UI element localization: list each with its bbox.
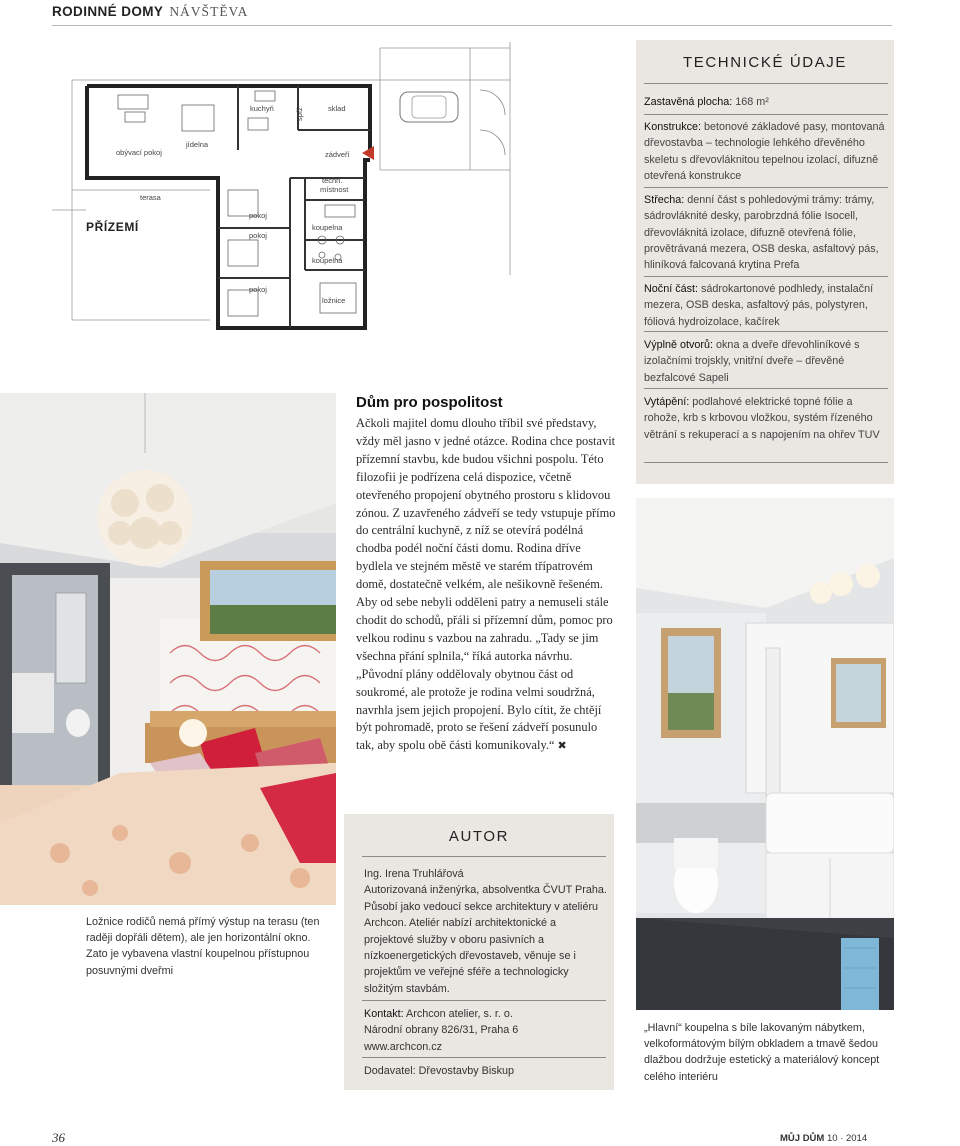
section-header xyxy=(52,4,248,20)
tech-item-label: Konstrukce: xyxy=(644,121,702,133)
author-box xyxy=(344,814,614,1090)
tech-item-label: Zastavěná plocha: xyxy=(644,96,733,108)
room-label: pokoj xyxy=(249,285,267,294)
room-label: koupelna xyxy=(312,223,343,232)
article-title: Dům pro pospolitost xyxy=(356,394,503,411)
floor-plan-label: PŘÍZEMÍ xyxy=(86,220,139,234)
tech-item-text: okna a dveře dřevohliníkové s izolačními trojskly, vnitřní dveře – dřevěné bezfalcové Sapeli xyxy=(644,339,860,384)
floor-plan xyxy=(52,40,632,380)
main-article xyxy=(356,394,618,755)
contact-address: Národní obrany 826/31, Praha 6 xyxy=(364,1024,519,1037)
section-title: RODINNÉ DOMY xyxy=(52,4,164,19)
divider xyxy=(644,462,888,463)
technical-data-title: TECHNICKÉ ÚDAJE xyxy=(682,54,848,71)
tech-item xyxy=(644,192,890,273)
tech-item-text: sádrokartonové podhledy, instalační mezera, OSB deska, asfaltový pás, polystyren, fóliová hydroizolace, kačírek xyxy=(644,283,874,328)
room-label: jídelna xyxy=(186,140,209,149)
room-label: spíž xyxy=(295,107,304,121)
magazine-issue: 10 · 2014 xyxy=(826,1133,868,1144)
room-label: terasa xyxy=(140,193,161,202)
room-label: pokoj xyxy=(249,231,267,240)
room-label: ložnice xyxy=(322,296,346,305)
bathroom-photo xyxy=(636,498,894,1010)
divider xyxy=(644,331,888,332)
page-number: 36 xyxy=(52,1130,65,1145)
author-title: AUTOR xyxy=(448,828,510,845)
room-label: sklad xyxy=(328,104,346,113)
divider xyxy=(644,114,888,115)
author-contact xyxy=(364,1006,608,1055)
tech-item xyxy=(644,94,890,110)
room-label: techn. xyxy=(322,176,343,185)
bedroom-caption: Ložnice rodičů nemá přímý výstup na terasu (ten raději dopřáli dětem), ale jen horizontální okno. Zato je vybavena vlastní koupelnou přístupnou posuvnými dveřmi xyxy=(86,916,320,977)
room-label: zádveří xyxy=(325,150,350,159)
author-bio: Autorizovaná inženýrka, absolventka ČVUT Praha. Působí jako vedoucí sekce architektury v ateliéru Archcon. Ateliér nabízí architektonické a projektové služby v oboru pasivních a nízkoenergetických dřevostaveb, věnuje se i projektům ve veřejné sféře a technologicky složitým stavbám. xyxy=(364,884,607,995)
author-info xyxy=(364,866,608,997)
tech-item-label: Střecha: xyxy=(644,194,685,206)
divider xyxy=(644,187,888,188)
magazine-footer xyxy=(780,1133,867,1144)
end-mark-icon: ✖ xyxy=(557,739,567,753)
divider xyxy=(644,388,888,389)
tech-item xyxy=(644,281,890,330)
supplier-line: Dodavatel: Dřevostavby Biskup xyxy=(364,1065,515,1077)
tech-item-label: Vytápění: xyxy=(644,396,690,408)
tech-item-text: podlahové elektrické topné fólie a rohože, krb s krbovou vložkou, systém řízeného větrání s rekuperací a s napojením na ohřev TUV xyxy=(644,396,880,441)
bedroom-photo xyxy=(0,393,336,905)
header-rule xyxy=(52,25,892,26)
author-name: Ing. Irena Truhlářová xyxy=(364,868,464,880)
tech-item-text: denní část s pohledovými trámy: trámy, sádrovláknité desky, parobrzdná fólie Isocell, dřevovláknitá izolace, difuzně otevřená fólie, provětrávaná mezera, OSB deska, asfaltový pás, hliníková falcovaná krytina Prefa xyxy=(644,194,879,272)
room-label: pokoj xyxy=(249,211,267,220)
room-label: obývací pokoj xyxy=(116,148,162,157)
divider xyxy=(362,856,606,857)
contact-line xyxy=(364,1006,608,1022)
divider xyxy=(362,1000,606,1001)
tech-item xyxy=(644,337,890,386)
tech-item xyxy=(644,394,890,443)
divider xyxy=(362,1057,606,1058)
section-subtitle: NÁVŠTĚVA xyxy=(169,4,249,19)
technical-data-box xyxy=(636,40,894,484)
room-label: koupelna xyxy=(312,256,343,265)
contact-web: www.archcon.cz xyxy=(364,1040,443,1053)
article-body-text: Ačkoli majitel domu dlouho tříbil své představy, vždy měl jasno v jedné otázce. Rodina chce postavit přízemní stavbu, kde budou všichni pospolu. Této filozofii je podřízena celá dispozice, včetně otevřeného propojení obytného prostoru s klidovou zónou. Z uzavřeného zádveří se tedy vstupuje přímo do centrální kuchyně, z níž se otevírá podélná chodba podél noční části domu. Rodina dříve bydlela ve stejném městě ve starém třípatrovém domě, dostatečně velkém, ale nešikovně řešeném. Aby od sebe nebyli odděleni patry a nemuseli stále chodit do schodů, přáli si přízemní dům, pomoc pro velkou rodinu s vazbou na zahradu. „Tady se jim všechna přání splnila,“ říká autorka návrhu. „Původní plány oddělovaly obytnou část od soukromé, ale protože je rodina velmi soudržná, navrhla jsem jejich propojení. Bylo cítit, že chtějí být pohromadě, proto se řešení zádveří posunulo tak, aby spolu obě části komunikovaly.“ xyxy=(356,416,616,753)
tech-item-text: 168 m² xyxy=(735,96,769,108)
article-body xyxy=(356,415,618,755)
tech-item-label: Výplně otvorů: xyxy=(644,339,714,351)
divider xyxy=(644,276,888,277)
divider xyxy=(644,83,888,84)
tech-item-label: Noční část: xyxy=(644,283,699,295)
bathroom-caption: „Hlavní“ koupelna s bíle lakovaným nábytkem, velkoformátovým bílým obkladem a tmavě šedou dlažbou dodržuje estetický a materiálový koncept celého interiéru xyxy=(644,1022,880,1083)
contact-name: Archcon atelier, s. r. o. xyxy=(406,1008,513,1020)
room-label: místnost xyxy=(320,185,349,194)
tech-item xyxy=(644,119,890,184)
contact-label: Kontakt: xyxy=(364,1008,404,1020)
tech-item-text: betonové základové pasy, montovaná dřevostavba – technologie lehkého dřevěného skeletu s dřevovláknitou tepelnou izolací, difuzně otevřená konstrukce xyxy=(644,121,885,182)
magazine-name: MŮJ DŮM xyxy=(780,1133,825,1144)
room-label: kuchyň xyxy=(250,104,274,113)
